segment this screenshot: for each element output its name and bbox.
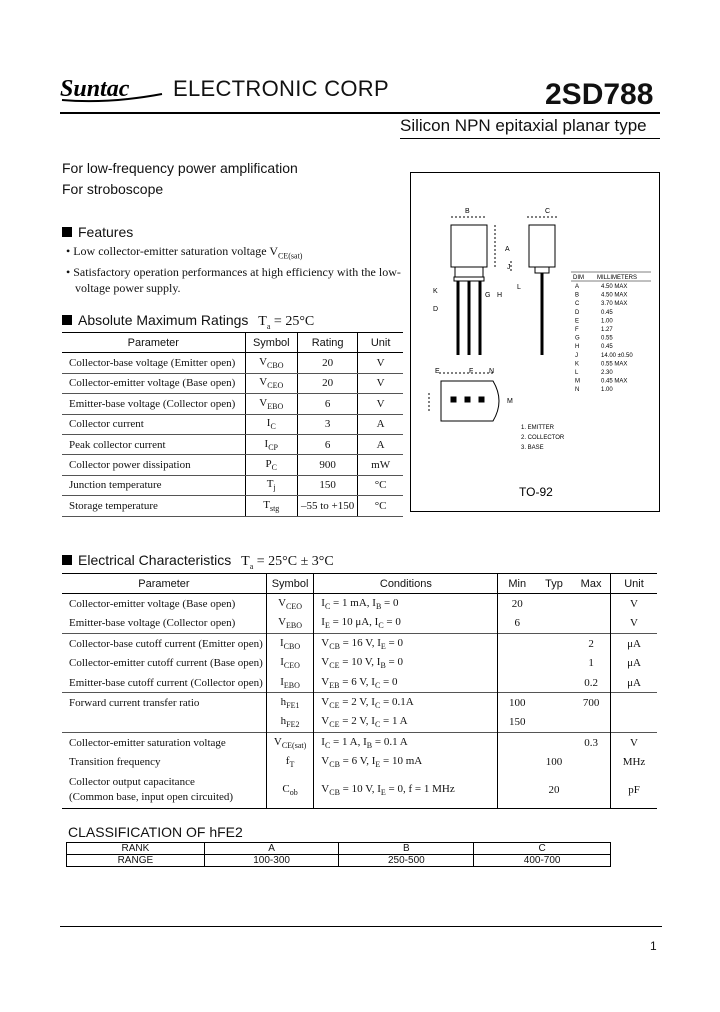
symbol-cell: $P_C$ [245,455,297,475]
col-header: Min [498,574,536,594]
min-cell [498,673,536,693]
abs-max-table [62,332,403,517]
dim-label-l: L [517,284,521,291]
classification-heading: CLASSIFICATION OF hFE2 [68,824,243,840]
max-cell [572,594,610,614]
range-cell: 400-700 [474,855,611,867]
dim-value: 14.00 ±0.50 [601,352,633,359]
table-row [62,693,657,713]
param-cell: Collector current [62,414,245,434]
rating-cell: 20 [297,373,357,393]
unit-cell [611,713,658,733]
param-cell: Collector-emitter saturation voltage [62,733,266,753]
typ-cell: 20 [536,772,572,809]
typ-cell [536,594,572,614]
param-cell [62,713,266,733]
col-header: Unit [611,574,658,594]
param-cell: Collector-emitter voltage (Base open) [62,373,245,393]
footer-rule [60,926,662,927]
table-row [62,673,657,693]
rank-row [67,843,611,855]
dim-value: 4.50 MAX [601,284,628,290]
symbol-cell: $V_{EBO}$ [266,614,313,634]
bullet-square-icon [62,555,72,565]
table-row [62,733,657,753]
bullet-square-icon [62,315,72,325]
col-header: Symbol [245,333,297,353]
pin-label: 3. BASE [521,445,544,451]
table-row [62,614,657,634]
param-cell: Storage temperature [62,496,245,516]
dim-value: 0.45 [601,344,613,351]
dim-value: 1.27 [601,327,613,333]
dim-letter: E [575,318,580,325]
symbol-cell: $h_{FE1}$ [266,693,313,713]
package-outline-box [410,172,660,512]
elec-table [62,573,657,809]
to92-drawing [411,173,659,511]
conditions-cell: $I_E = 10$ μA, $I_C = 0$ [314,614,498,634]
min-cell [498,772,536,809]
package-name: TO-92 [519,485,553,499]
dim-label-e: E [435,368,440,375]
param-cell: Transition frequency [69,756,161,769]
unit-cell: A [358,414,403,434]
rating-cell: 20 [297,353,357,373]
logo-text: Suntac [60,76,130,102]
max-cell: 1 [588,657,594,670]
dim-value: 3.70 MAX [601,301,628,308]
unit-cell: μA [611,634,658,654]
unit-cell: V [358,373,403,393]
symbol-cell: $I_{EBO}$ [266,673,313,693]
col-header: Parameter [62,574,266,594]
page-number: 1 [650,939,657,953]
param-cell: Forward current transfer ratio [62,693,266,713]
unit-cell: V [611,733,658,753]
dim-table-header: DIM [573,275,584,281]
dim-value: 4.50 MAX [601,292,628,299]
rating-cell: –55 to +150 [297,496,357,516]
col-header: Symbol [266,574,313,594]
symbol-cell: $V_{CE(sat)}$ [266,733,313,753]
dim-label-d: D [433,306,439,313]
dim-label-g: G [485,292,491,299]
typ-cell [536,673,572,693]
dim-label-a: A [505,246,510,253]
max-cell [572,772,610,809]
conditions-cell: $I_C = 1$ mA, $I_B = 0$ [314,594,498,614]
param-cell: Emitter-base voltage (Collector open) [62,394,245,414]
typ-cell [536,733,572,753]
table-row [62,713,657,733]
dim-value: 1.00 [601,318,613,325]
header-rule [60,112,660,114]
company-name: ELECTRONIC CORP [173,76,389,101]
rank-cell: A [204,843,339,855]
param-cell: Junction temperature [62,475,245,495]
col-header: Unit [358,333,403,353]
pin-legend [521,425,565,451]
param-cell: Collector-emitter voltage (Base open) [69,598,236,611]
symbol-cell: $I_C$ [245,414,297,434]
param-cell: Collector output capacitance (Common base, input open circuited) [62,772,266,809]
col-header: Parameter [62,333,245,353]
symbol-cell: $C_{ob}$ [266,772,313,809]
dimension-table [571,272,651,393]
feature-item: • Satisfactory operation performances at high efficiency with the low- [66,265,401,280]
unit-cell: MHz [611,753,658,772]
symbol-cell: $V_{CEO}$ [266,594,313,614]
col-header: Rating [297,333,357,353]
dim-label-k: K [433,288,438,295]
features-list [66,243,411,296]
max-cell [572,614,610,634]
dim-letter: F [575,327,579,333]
table-row [62,455,403,475]
dim-letter: B [575,292,580,299]
conditions-cell: $I_C = 1$ A, $I_B = 0.1$ A [314,733,498,753]
dim-letter: H [575,344,580,351]
conditions-cell: $V_{CE} = 2$ V, $I_C = 1$ A [314,713,498,733]
table-header-row [62,333,403,353]
part-number: 2SD788 [545,78,654,111]
table-row [62,753,657,772]
unit-cell: A [358,434,403,454]
unit-cell: mW [358,455,403,475]
feature-item: • Low collector-emitter saturation voltage $V_{CE(sat)}$ [66,244,303,261]
table-header-row [62,574,657,594]
table-row [62,414,403,434]
table-row [62,373,403,393]
unit-cell: V [611,594,658,614]
min-cell: 20 [498,594,536,614]
col-header: Max [572,574,610,594]
symbol-cell: $T_j$ [245,475,297,495]
param-cell: Collector-base voltage (Emitter open) [62,353,245,373]
table-row [62,475,403,495]
conditions-cell: $V_{CE} = 10$ V, $I_B = 0$ [314,654,498,673]
min-cell [498,753,536,772]
dim-value: 2.30 [601,370,613,376]
symbol-cell: $T_{stg}$ [245,496,297,516]
bullet-square-icon [62,227,72,237]
rating-cell: 900 [297,455,357,475]
typ-cell [536,654,572,673]
symbol-cell: $I_{CP}$ [245,434,297,454]
dim-label-f: F [469,368,474,375]
table-row [62,634,657,654]
rank-label: RANK [67,843,205,855]
col-header: Conditions [314,574,498,594]
dim-label-n: N [489,368,495,375]
dim-value: 0.55 [601,335,613,342]
max-cell: 0.2 [584,676,598,689]
dim-value: 0.55 MAX [601,361,628,368]
dim-letter: A [575,284,580,290]
min-cell: 150 [498,713,536,733]
table-row [62,654,657,673]
rating-cell: 3 [297,414,357,434]
min-cell: 100 [498,693,536,713]
symbol-cell: $V_{CBO}$ [245,353,297,373]
dim-label-m: M [507,398,513,405]
rank-cell: B [339,843,474,855]
param-cell: Collector-emitter cutoff current (Base open) [69,657,263,670]
max-cell: 0.3 [572,733,610,753]
conditions-cell: $V_{EB} = 6$ V, $I_C = 0$ [314,673,498,693]
classification-table [66,842,611,867]
dim-letter: L [575,370,579,376]
unit-cell: μA [611,673,658,693]
col-header: Typ [536,574,572,594]
typ-cell [536,693,572,713]
max-cell: 2 [572,634,610,654]
conditions-cell: $V_{CB} = 16$ V, $I_E = 0$ [314,634,498,654]
dim-label-b: B [465,208,470,215]
symbol-cell: $h_{FE2}$ [266,713,313,733]
typ-cell [536,713,572,733]
dim-label-j: J [507,264,511,271]
symbol-cell: $f_T$ [266,753,313,772]
features-heading: Features [62,224,133,240]
device-subtitle: Silicon NPN epitaxial planar type [400,116,647,135]
dim-letter: N [575,387,580,394]
application-2: For stroboscope [62,181,164,197]
param-cell: Emitter-base cutoff current (Collector open) [69,676,263,689]
table-row [62,594,657,614]
dim-letter: J [575,352,578,359]
min-cell [498,654,536,673]
conditions-cell: $V_{CB} = 6$ V, $I_E = 10$ mA [314,753,498,772]
max-cell: 700 [572,693,610,713]
param-cell: Emitter-base voltage (Collector open) [69,617,236,630]
bottom-view [429,373,499,421]
dim-letter: G [575,335,580,342]
symbol-cell: $I_{CBO}$ [266,634,313,654]
conditions-cell: $V_{CE} = 2$ V, $I_C = 0.1A$ [314,693,498,713]
dim-value: 0.45 MAX [601,378,628,385]
dim-letter: C [575,301,580,308]
typ-cell: 100 [545,756,563,769]
rank-cell: C [474,843,611,855]
symbol-cell: $V_{EBO}$ [245,394,297,414]
typ-cell [536,634,572,654]
param-cell: Collector power dissipation [62,455,245,475]
unit-cell: V [358,353,403,373]
front-view [451,217,495,355]
pin-label: 1. EMITTER [521,425,555,431]
range-label: RANGE [67,855,205,867]
rating-cell: 6 [297,434,357,454]
dim-label-h: H [497,292,503,299]
unit-cell: °C [358,475,403,495]
typ-cell [536,614,572,634]
dim-value: 1.00 [601,387,613,394]
symbol-cell: $V_{CEO}$ [245,373,297,393]
range-cell: 250-500 [339,855,474,867]
table-row [62,772,657,809]
table-row [62,353,403,373]
unit-cell: °C [358,496,403,516]
unit-cell: V [358,394,403,414]
min-cell [498,733,536,753]
max-cell [572,713,610,733]
dim-label-c: C [545,208,551,215]
table-row [62,394,403,414]
unit-cell: μA [611,654,658,673]
dim-letter: D [575,309,580,316]
rating-cell: 150 [297,475,357,495]
subtitle-rule [400,138,660,139]
rating-cell: 6 [297,394,357,414]
symbol-cell: $I_{CEO}$ [266,654,313,673]
max-cell [572,753,610,772]
min-cell [498,634,536,654]
min-cell: 6 [498,614,536,634]
dim-letter: K [575,361,580,368]
dim-value: 0.45 [601,309,613,316]
range-cell: 100-300 [204,855,339,867]
application-1: For low-frequency power amplification [62,160,298,176]
conditions-cell: $V_{CB} = 10$ V, $I_E = 0$, f = 1 MHz [314,772,498,809]
elec-heading: Electrical Characteristics $T_a = 25^\circ C \pm 3^\circ C$ [62,552,334,571]
unit-cell: pF [611,772,658,809]
table-row [62,434,403,454]
dim-letter: M [575,378,580,385]
pin-label: 2. COLLECTOR [521,435,565,441]
param-cell: Collector-base cutoff current (Emitter open) [62,634,266,654]
suntac-logo [58,70,166,106]
unit-cell [611,693,658,713]
range-row [67,855,611,867]
table-row [62,496,403,516]
param-cell: Peak collector current [62,434,245,454]
unit-cell: V [611,614,658,634]
feature-item-cont: voltage power supply. [75,281,181,296]
abs-max-heading: Absolute Maximum Ratings $T_a = 25^\circ C$ [62,312,314,331]
dim-table-header: MILLIMETERS [597,275,638,281]
